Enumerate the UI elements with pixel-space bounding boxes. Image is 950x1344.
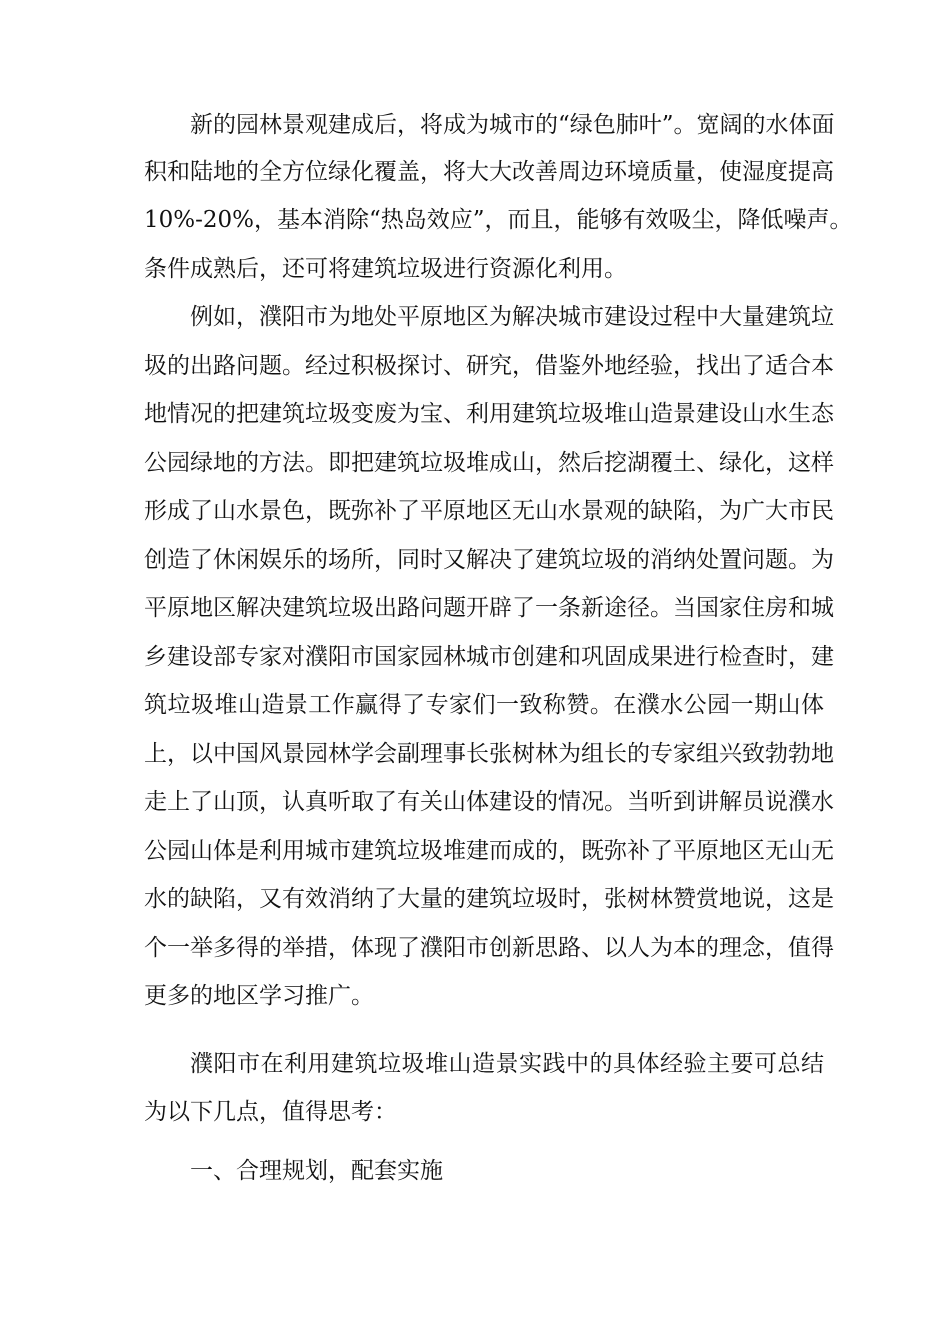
paragraph-2-line-12: 公园山体是利用城市建筑垃圾堆建而成的，既弥补了平原地区无山无: [144, 838, 834, 864]
paragraph-2-line-5: 形成了山水景色，既弥补了平原地区无山水景观的缺陷，为广大市民: [144, 498, 834, 524]
paragraph-3-line-2: 为以下几点，值得思考：: [144, 1099, 397, 1125]
paragraph-1-line-2: 积和陆地的全方位绿化覆盖，将大大改善周边环境质量，使湿度提高: [144, 159, 834, 185]
paragraph-2-line-1: 例如，濮阳市为地处平原地区为解决城市建设过程中大量建筑垃: [190, 304, 834, 330]
section-heading: 一、合理规划，配套实施: [190, 1158, 443, 1184]
paragraph-2-line-6: 创造了休闲娱乐的场所，同时又解决了建筑垃圾的消纳处置问题。为: [144, 547, 834, 573]
paragraph-2-line-7: 平原地区解决建筑垃圾出路问题开辟了一条新途径。当国家住房和城: [144, 595, 834, 621]
paragraph-2-line-11: 走上了山顶，认真听取了有关山体建设的情况。当听到讲解员说濮水: [144, 789, 834, 815]
paragraph-1-line-1: 新的园林景观建成后，将成为城市的“绿色肺叶”。宽阔的水体面: [190, 112, 835, 138]
paragraph-2-line-13: 水的缺陷，又有效消纳了大量的建筑垃圾时，张树林赞赏地说，这是: [144, 886, 834, 912]
paragraph-2-line-4: 公园绿地的方法。即把建筑垃圾堆成山，然后挖湖覆土、绿化，这样: [144, 450, 834, 476]
paragraph-3-line-1: 濮阳市在利用建筑垃圾堆山造景实践中的具体经验主要可总结: [190, 1051, 824, 1077]
paragraph-1-line-3: 10%-20%，基本消除“热岛效应”，而且，能够有效吸尘，降低噪声。: [144, 207, 853, 233]
paragraph-2-line-2: 圾的出路问题。经过积极探讨、研究，借鉴外地经验，找出了适合本: [144, 353, 834, 379]
paragraph-2-line-15: 更多的地区学习推广。: [144, 983, 374, 1009]
paragraph-2-line-3: 地情况的把建筑垃圾变废为宝、利用建筑垃圾堆山造景建设山水生态: [144, 401, 834, 427]
paragraph-2-line-14: 个一举多得的举措，体现了濮阳市创新思路、以人为本的理念，值得: [144, 935, 834, 961]
paragraph-2-line-9: 筑垃圾堆山造景工作赢得了专家们一致称赞。在濮水公园一期山体: [144, 692, 824, 718]
paragraph-2-line-10: 上，以中国风景园林学会副理事长张树林为组长的专家组兴致勃勃地: [144, 741, 834, 767]
paragraph-2-line-8: 乡建设部专家对濮阳市国家园林城市创建和巩固成果进行检查时，建: [144, 644, 834, 670]
paragraph-1-line-4: 条件成熟后，还可将建筑垃圾进行资源化利用。: [144, 256, 627, 282]
